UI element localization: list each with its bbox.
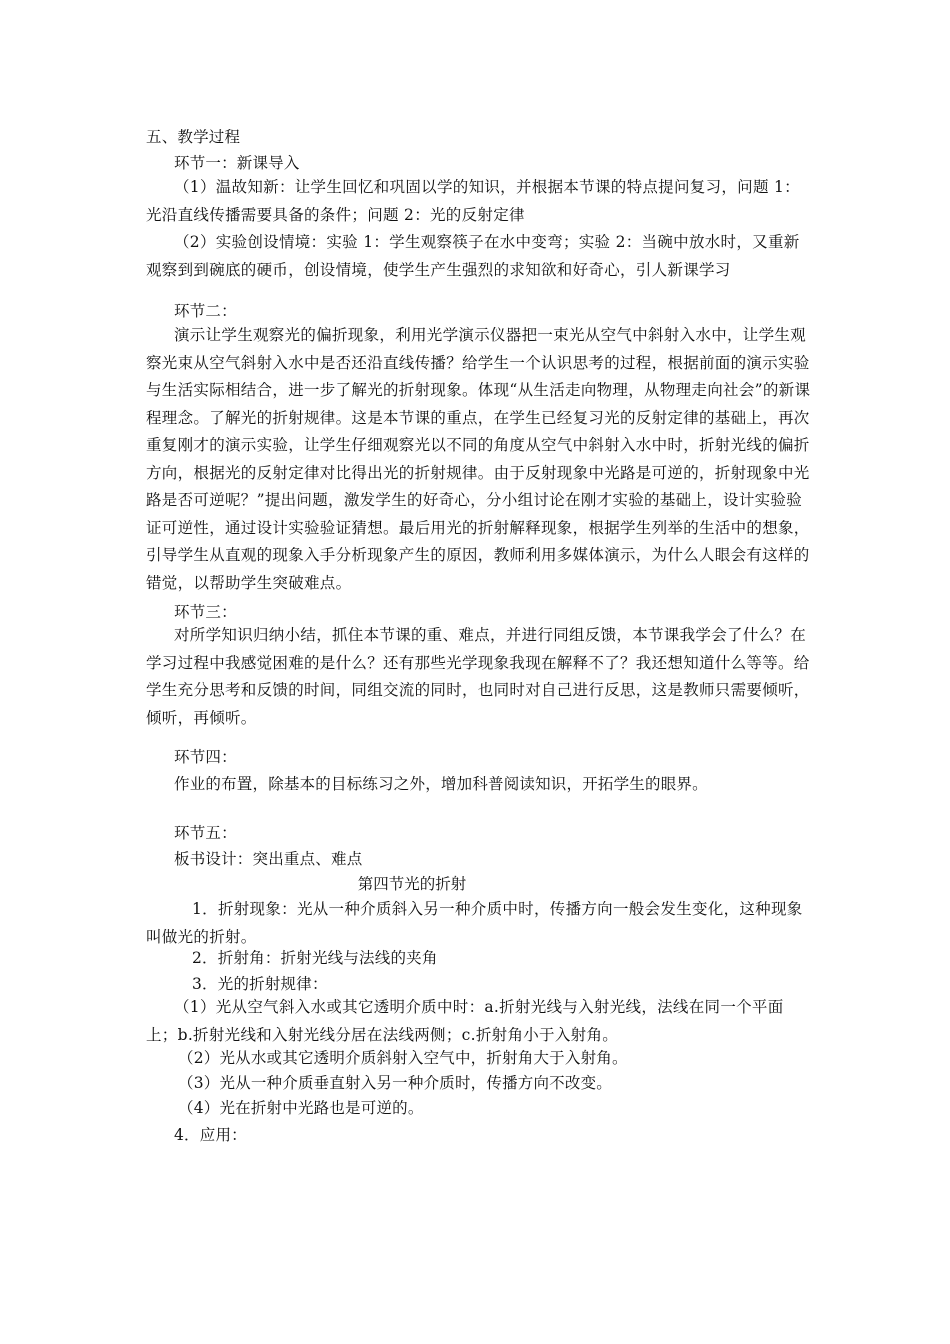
link2-heading: 环节二： [174,302,237,320]
link4-body: 作业的布置，除基本的目标练习之外，增加科普阅读知识，开拓学生的眼界。 [174,775,708,793]
link5-heading: 环节五： [174,824,237,842]
refraction-rule-3: （3）光从一种介质垂直射入另一种介质时，传播方向不改变。 [178,1074,612,1092]
link3-heading: 环节三： [174,603,237,621]
board-title: 第四节光的折射 [357,875,467,893]
link3-body: 对所学知识归纳小结，抓住本节课的重、难点，并进行同组反馈，本节课我学会了什么？在学习过程中我感觉困难的是什么？还有那些光学现象我现在解释不了？我还想知道什么等等。给学生充分思考和反馈的时间，同组交流的同时，也同时对自己进行反思，这是教师只需要倾听，倾听，再倾听。 [146,626,810,727]
link1-paragraph-2: （2）实验创设情境：实验 1：学生观察筷子在水中变弯；实验 2：当碗中放水时，又重新观察到到碗底的硬币，创设情境，使学生产生强烈的求知欲和好奇心，引人新课学习 [146,233,800,279]
link1-heading: 环节一：新课导入 [174,154,300,172]
section-title: 五、教学过程 [146,128,241,146]
link4-heading: 环节四： [174,748,237,766]
board-design-label: 板书设计：突出重点、难点 [174,850,363,868]
board-item-1: 1．折射现象：光从一种介质斜入另一种介质中时，传播方向一般会发生变化，这种现象叫做光的折射。 [146,900,803,946]
refraction-rule-2: （2）光从水或其它透明介质斜射入空气中，折射角大于入射角。 [178,1049,628,1067]
link1-paragraph-1: （1）温故知新：让学生回忆和巩固以学的知识，并根据本节课的特点提问复习，问题 1：光沿直线传播需要具备的条件；问题 2：光的反射定律 [146,178,800,224]
board-item-4: 4．应用： [174,1126,247,1144]
link2-body: 演示让学生观察光的偏折现象，利用光学演示仪器把一束光从空气中斜射入水中，让学生观察光束从空气斜射入水中是否还沿直线传播？给学生一个认识思考的过程，根据前面的演示实验与生活实际相结合，进一步了解光的折射现象。体现“从生活走向物理，从物理走向社会”的新课程理念。了解光的折射规律。这是本节课的重点，在学生已经复习光的反射定律的基础上，再次重复刚才的演示实验，让学生仔细观察光以不同的角度从空气中斜射入水中时，折射光线的偏折方向，根据光的反射定律对比得出光的折射规律。由于反射现象中光路是可逆的，折射现象中光路是否可逆呢？”提出问题，激发学生的好奇心，分小组讨论在刚才实验的基础上，设计实验验证可逆性，通过设计实验验证猜想。最后用光的折射解释现象，根据学生列举的生活中的想象，引导学生从直观的现象入手分析现象产生的原因，教师利用多媒体演示，为什么人眼会有这样的错觉，以帮助学生突破难点。 [146,326,811,592]
board-item-3: 3．光的折射规律： [192,975,328,993]
refraction-rule-4: （4）光在折射中光路也是可逆的。 [178,1099,424,1117]
refraction-rule-1: （1）光从空气斜入水或其它透明介质中时：a.折射光线与入射光线，法线在同一个平面上；b.折射光线和入射光线分居在法线两侧；c.折射角小于入射角。 [146,998,784,1044]
board-item-2: 2．折射角：折射光线与法线的夹角 [192,949,438,967]
